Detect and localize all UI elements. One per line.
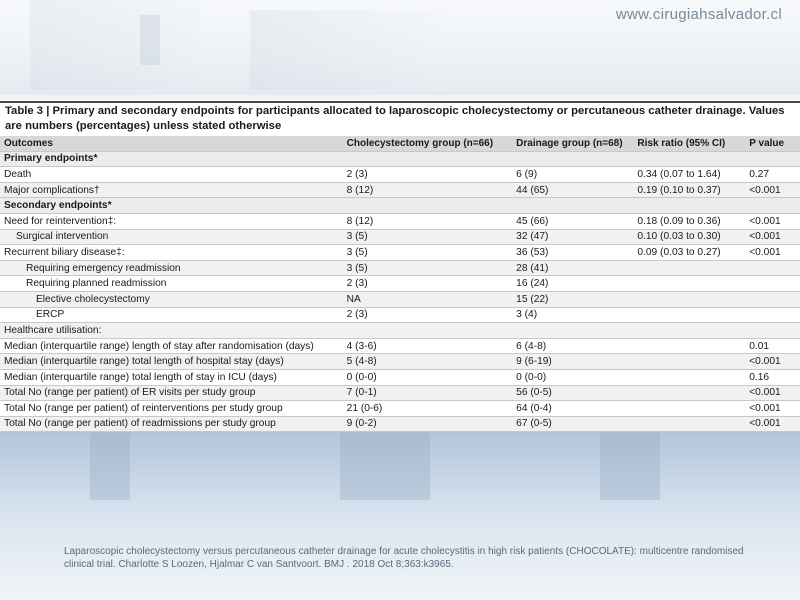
table-cell: 2 (3) <box>343 307 513 323</box>
table-cell: <0.001 <box>745 213 800 229</box>
table-cell: Healthcare utilisation: <box>0 323 343 339</box>
table-row <box>0 245 800 261</box>
table-cell: 32 (47) <box>512 229 633 245</box>
table-cell: 4 (3-6) <box>343 338 513 354</box>
table-row <box>0 182 800 198</box>
table-cell <box>512 151 633 167</box>
table-body <box>0 151 800 432</box>
table-cell <box>633 354 745 370</box>
table-row <box>0 260 800 276</box>
table-cell: Need for reintervention‡: <box>0 213 343 229</box>
header-p-value: P value <box>745 136 800 151</box>
table-cell <box>343 198 513 214</box>
table-cell: <0.001 <box>745 182 800 198</box>
table-cell: Median (interquartile range) total length of hospital stay (days) <box>0 354 343 370</box>
header-risk-ratio: Risk ratio (95% CI) <box>633 136 745 151</box>
table-cell: 5 (4-8) <box>343 354 513 370</box>
table-cell: 3 (5) <box>343 229 513 245</box>
table-caption: Table 3 | Primary and secondary endpoints for participants allocated to laparoscopic cholecystectomy or percutaneous catheter drainage. Values are numbers (percentages) unless stated otherwise <box>5 105 785 132</box>
table-cell <box>745 198 800 214</box>
table-cell <box>633 323 745 339</box>
table-cell: Major complications† <box>0 182 343 198</box>
table-cell: 6 (9) <box>512 167 633 183</box>
table-cell: Primary endpoints* <box>0 151 343 167</box>
table-row <box>0 338 800 354</box>
table-row <box>0 354 800 370</box>
table-cell <box>633 338 745 354</box>
background-building-shape <box>140 15 160 65</box>
table-cell <box>343 151 513 167</box>
background-building-shape <box>30 0 200 90</box>
table-cell: Death <box>0 167 343 183</box>
table-cell <box>633 369 745 385</box>
table-cell: 0.01 <box>745 338 800 354</box>
section-row <box>0 151 800 167</box>
table-cell: <0.001 <box>745 229 800 245</box>
table-cell <box>633 385 745 401</box>
table-cell: Recurrent biliary disease‡: <box>0 245 343 261</box>
table-cell: 56 (0-5) <box>512 385 633 401</box>
table-cell: 3 (4) <box>512 307 633 323</box>
table-cell: 2 (3) <box>343 167 513 183</box>
table-row <box>0 167 800 183</box>
background-building-shape <box>340 430 430 500</box>
table-cell: 21 (0-6) <box>343 401 513 417</box>
table-cell <box>633 151 745 167</box>
table-row <box>0 369 800 385</box>
table-cell: 0 (0-0) <box>512 369 633 385</box>
table-cell: 3 (5) <box>343 260 513 276</box>
table-cell: 44 (65) <box>512 182 633 198</box>
table-cell <box>745 307 800 323</box>
site-url: www.cirugiahsalvador.cl <box>615 6 782 23</box>
table-cell: 0.09 (0.03 to 0.27) <box>633 245 745 261</box>
table-cell: 8 (12) <box>343 213 513 229</box>
table-cell: Elective cholecystectomy <box>0 291 343 307</box>
table-cell: 2 (3) <box>343 276 513 292</box>
table-cell: NA <box>343 291 513 307</box>
table-cell <box>512 323 633 339</box>
table-cell: Median (interquartile range) total length of stay in ICU (days) <box>0 369 343 385</box>
table-cell: 9 (6-19) <box>512 354 633 370</box>
table-cell: 28 (41) <box>512 260 633 276</box>
table-cell <box>745 276 800 292</box>
table-row <box>0 276 800 292</box>
table-cell <box>343 323 513 339</box>
table-cell <box>745 151 800 167</box>
table-cell: 6 (4-8) <box>512 338 633 354</box>
section-row <box>0 198 800 214</box>
table-cell <box>633 416 745 432</box>
background-building-shape <box>250 10 450 90</box>
table-cell: 7 (0-1) <box>343 385 513 401</box>
table-cell: 0.27 <box>745 167 800 183</box>
table-cell <box>633 307 745 323</box>
table-cell: 0.10 (0.03 to 0.30) <box>633 229 745 245</box>
table-cell: Median (interquartile range) length of stay after randomisation (days) <box>0 338 343 354</box>
table-cell: 45 (66) <box>512 213 633 229</box>
citation-footer: Laparoscopic cholecystectomy versus percutaneous catheter drainage for acute cholecystitis in high risk patients (CHOCOLATE): multicentre randomised clinical trial. Charlotte S Loozen, Hjalmar C van Santvoort. BMJ . 2018 Oct 8;363:k3965. <box>64 546 744 570</box>
table-cell <box>745 291 800 307</box>
background-building-shape <box>90 430 130 500</box>
table-cell: 0 (0-0) <box>343 369 513 385</box>
background-building-shape <box>600 430 660 500</box>
table-cell <box>633 276 745 292</box>
table-cell: <0.001 <box>745 401 800 417</box>
table-cell: Total No (range per patient) of reinterventions per study group <box>0 401 343 417</box>
table-row <box>0 291 800 307</box>
table-cell <box>633 401 745 417</box>
table-cell: Total No (range per patient) of ER visits per study group <box>0 385 343 401</box>
table-row <box>0 323 800 339</box>
table-cell: <0.001 <box>745 245 800 261</box>
table-cell: <0.001 <box>745 385 800 401</box>
table-cell <box>512 198 633 214</box>
table-cell <box>633 198 745 214</box>
header-cholecystectomy: Cholecystectomy group (n=66) <box>343 136 513 151</box>
table-cell: Secondary endpoints* <box>0 198 343 214</box>
table-cell: ERCP <box>0 307 343 323</box>
table-cell <box>745 323 800 339</box>
table-header-row <box>0 136 800 151</box>
table-cell: <0.001 <box>745 354 800 370</box>
table-cell: Surgical intervention <box>0 229 343 245</box>
table-cell: 9 (0-2) <box>343 416 513 432</box>
table-cell: 8 (12) <box>343 182 513 198</box>
table-cell: Total No (range per patient) of readmissions per study group <box>0 416 343 432</box>
header-drainage: Drainage group (n=68) <box>512 136 633 151</box>
header-outcomes: Outcomes <box>0 136 343 151</box>
table-cell: 16 (24) <box>512 276 633 292</box>
table-cell: 0.18 (0.09 to 0.36) <box>633 213 745 229</box>
table-cell: Requiring emergency readmission <box>0 260 343 276</box>
table-row <box>0 401 800 417</box>
table-cell <box>745 260 800 276</box>
table-cell: <0.001 <box>745 416 800 432</box>
endpoints-table <box>0 136 800 432</box>
table-cell: 0.34 (0.07 to 1.64) <box>633 167 745 183</box>
table-cell: 0.16 <box>745 369 800 385</box>
table-cell <box>633 291 745 307</box>
table-cell: 0.19 (0.10 to 0.37) <box>633 182 745 198</box>
table-top-rule <box>0 101 800 103</box>
table-cell: 36 (53) <box>512 245 633 261</box>
table-row <box>0 307 800 323</box>
table-row <box>0 229 800 245</box>
table-cell: 15 (22) <box>512 291 633 307</box>
table-cell: 3 (5) <box>343 245 513 261</box>
table-cell: 67 (0-5) <box>512 416 633 432</box>
table-cell: Requiring planned readmission <box>0 276 343 292</box>
table-row <box>0 416 800 432</box>
table-row <box>0 385 800 401</box>
table-row <box>0 213 800 229</box>
table-cell: 64 (0-4) <box>512 401 633 417</box>
table-cell <box>633 260 745 276</box>
